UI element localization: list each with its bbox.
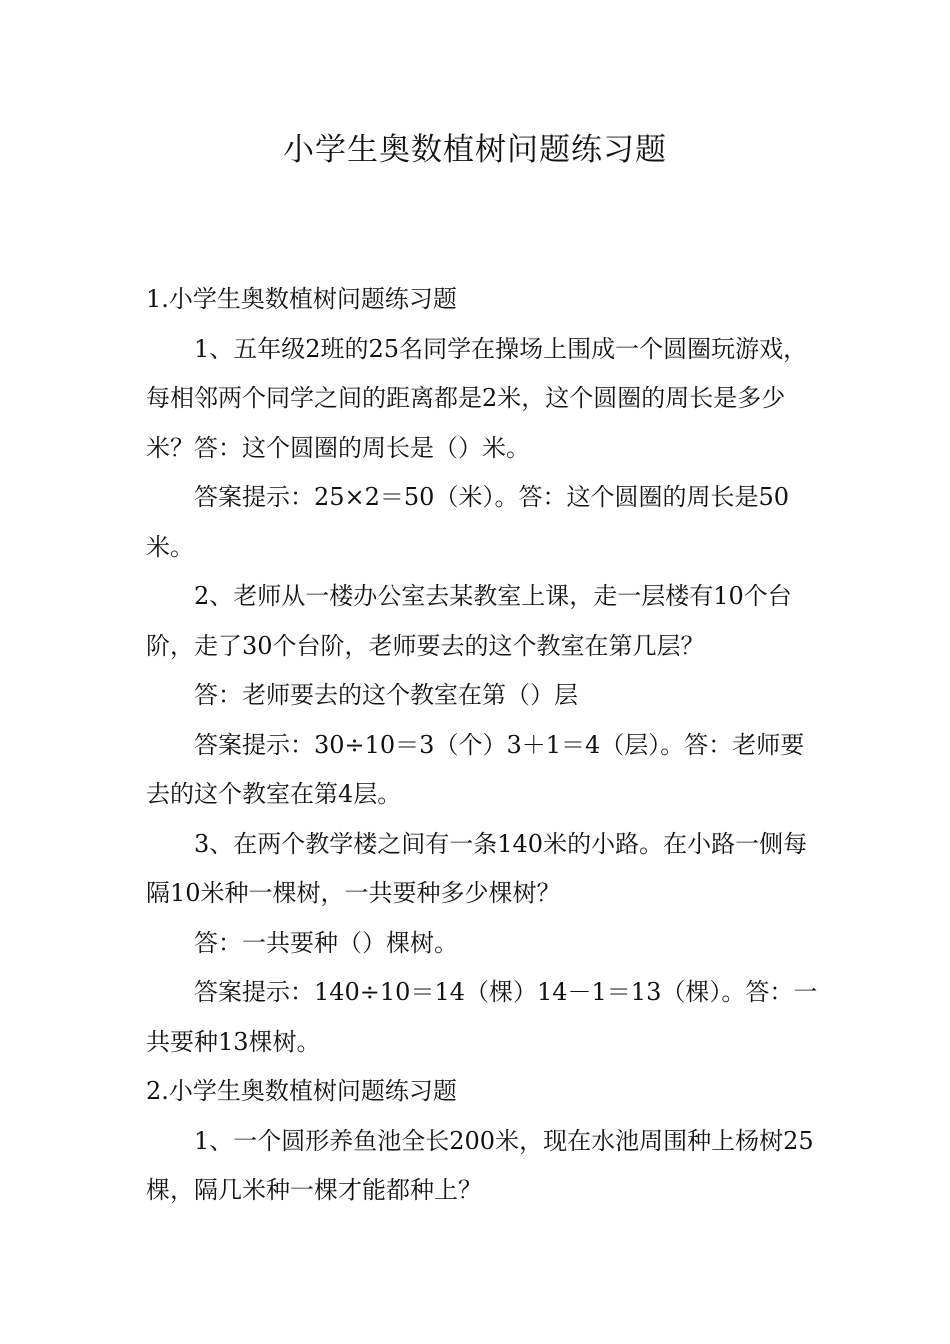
document-body — [146, 275, 818, 1216]
answer-paragraph: 答：一共要种（）棵树。 — [194, 928, 458, 957]
document-title: 小学生奥数植树问题练习题 — [283, 132, 667, 168]
section-heading: 2.小学生奥数植树问题练习题 — [146, 1077, 457, 1105]
answer-hint-paragraph: 答案提示：30÷10＝3（个）3＋1＝4（层）。答：老师要去的这个教室在第4层。 — [146, 730, 805, 808]
question-paragraph: 1、一个圆形养鱼池全长200米，现在水池周围种上杨树25棵，隔几米种一棵才能都种上？ — [146, 1126, 814, 1204]
question-paragraph: 2、老师从一楼办公室去某教室上课，走一层楼有10个台阶，走了30个台阶，老师要去的这个教室在第几层？ — [146, 582, 792, 660]
answer-paragraph: 答：老师要去的这个教室在第（）层 — [194, 681, 578, 709]
question-paragraph: 3、在两个教学楼之间有一条140米的小路。在小路一侧每隔10米种一棵树，一共要种多少棵树？ — [146, 829, 808, 907]
section-heading: 1.小学生奥数植树问题练习题 — [146, 285, 457, 313]
question-paragraph: 1、五年级2班的25名同学在操场上围成一个圆圈玩游戏，每相邻两个同学之间的距离都是2米，这个圆圈的周长是多少米？答：这个圆圈的周长是（）米。 — [146, 334, 808, 462]
answer-hint-paragraph: 答案提示：140÷10＝14（棵）14－1＝13（棵）。答：一共要种13棵树。 — [146, 978, 818, 1056]
answer-hint-paragraph: 答案提示：25×2＝50（米）。答：这个圆圈的周长是50米。 — [146, 483, 789, 561]
